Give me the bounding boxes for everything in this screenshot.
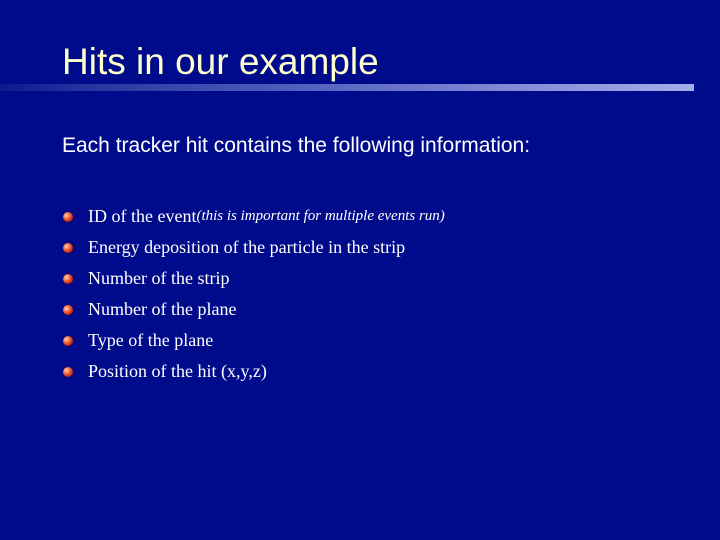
bullet-item <box>62 325 445 356</box>
bullet-item <box>62 201 445 232</box>
bullet-text: Number of the strip <box>88 268 230 288</box>
title-underline <box>0 84 694 91</box>
bullet-item <box>62 294 445 325</box>
bullet-text: ID of the event <box>88 206 197 226</box>
red-sphere-bullet-icon <box>63 274 73 284</box>
red-sphere-bullet-icon <box>63 367 73 377</box>
bullet-text: Energy deposition of the particle in the strip <box>88 237 406 257</box>
bullet-text: Number of the plane <box>88 299 237 319</box>
bullet-note: (this is important for multiple events run) <box>196 208 445 224</box>
red-sphere-bullet-icon <box>63 212 73 222</box>
bullet-item <box>62 356 445 387</box>
bullet-text: Type of the plane <box>88 330 214 350</box>
red-sphere-bullet-icon <box>63 305 73 315</box>
bullet-item <box>62 263 445 294</box>
red-sphere-bullet-icon <box>63 336 73 346</box>
slide-title: Hits in our example <box>62 41 379 82</box>
bullet-text: Position of the hit (x,y,z) <box>88 361 267 381</box>
bullet-item <box>62 232 445 263</box>
intro-text: Each tracker hit contains the following information: <box>62 134 531 157</box>
red-sphere-bullet-icon <box>63 243 73 253</box>
bullet-list <box>62 201 445 387</box>
